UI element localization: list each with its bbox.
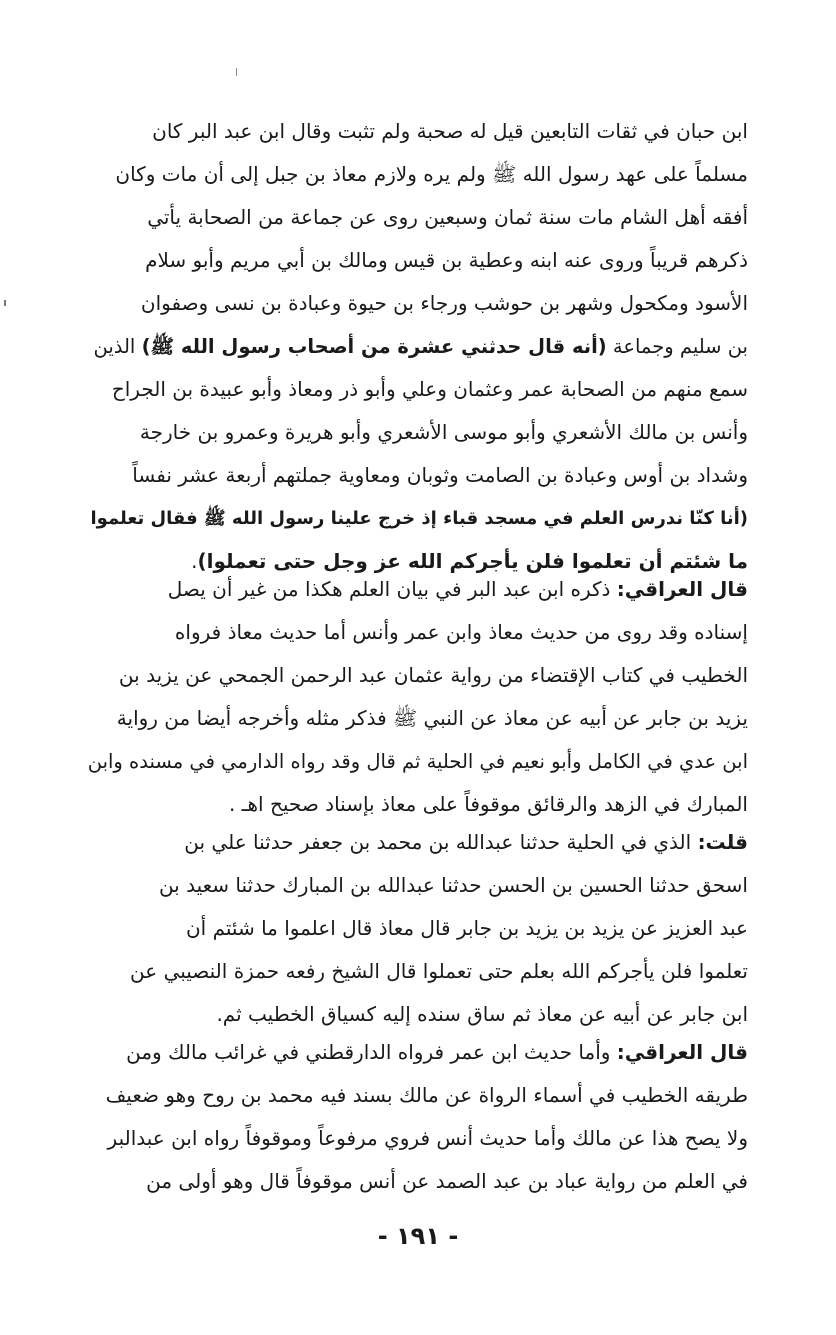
text-run: بن سليم وجماعة <box>606 335 748 358</box>
text-run: ذكرهم قريباً وروى عنه ابنه وعطية بن قيس ومالك بن أبي مريم وأبو سلام <box>145 248 748 272</box>
text-run: أفقه أهل الشام مات سنة ثمان وسبعين روى عن جماعة من الصحابة يأتي <box>147 205 748 229</box>
text-line: طريقه الخطيب في أسماء الرواة عن مالك بسند فيه محمد بن روح وهو ضعيف <box>105 1083 748 1107</box>
paragraph-4 <box>88 1031 748 1203</box>
text-line: اسحق حدثنا الحسين بن الحسن حدثنا عبدالله بن المبارك حدثنا سعيد بن <box>158 873 748 897</box>
text-line <box>88 454 748 497</box>
text-line <box>88 497 748 540</box>
text-line <box>88 411 748 454</box>
paragraph-1 <box>88 110 748 583</box>
text-line: الخطيب في كتاب الإقتضاء من رواية عثمان عبد الرحمن الجمحي عن يزيد بن <box>118 663 748 687</box>
speaker-label: قال العراقي: <box>616 577 748 601</box>
text-line <box>88 196 748 239</box>
text-run: وأنس بن مالك الأشعري وأبو موسى الأشعري وأبو هريرة وعمرو بن خارجة <box>139 420 748 444</box>
page-number: - ١٩١ - <box>377 1222 459 1250</box>
text-line: ابن جابر عن أبيه عن معاذ ثم ساق سنده إليه كسياق الخطيب ثم. <box>216 1002 748 1026</box>
text-line: يزيد بن جابر عن أبيه عن معاذ عن النبي ﷺ فذكر مثله وأخرجه أيضا من رواية <box>116 706 748 730</box>
text-run: سمع منهم من الصحابة عمر وعثمان وعلي وأبو ذر ومعاذ وأبو عبيدة بن الجراح <box>111 377 748 401</box>
text-run: وأما حديث ابن عمر فرواه الدارقطني في غرائب مالك ومن <box>126 1040 617 1064</box>
speaker-label: قلت: <box>697 830 748 854</box>
text-line: المبارك في الزهد والرقائق موقوفاً على معاذ بإسناد صحيح اهـ . <box>228 792 748 816</box>
hadith-quote: (أنه قال حدثني عشرة من أصحاب رسول الله ﷺ) <box>141 335 607 358</box>
paragraph-2 <box>88 568 748 826</box>
text-run: ذكره ابن عبد البر في بيان العلم هكذا من غير أن يصل <box>167 577 617 601</box>
hadith-quote: (أنا كنّا ندرس العلم في مسجد قباء إذ خرج علينا رسول الله ﷺ فقال تعلموا <box>90 508 748 529</box>
text-line <box>88 368 748 411</box>
text-line: عبد العزيز عن يزيد بن يزيد بن جابر قال معاذ قال اعلموا ما شئتم أن <box>185 916 748 940</box>
text-line <box>88 282 748 325</box>
text-line <box>88 239 748 282</box>
text-run: ابن حبان في ثقات التابعين قيل له صحبة ولم تثبت وقال ابن عبد البر كان <box>152 119 748 143</box>
text-run: الذي في الحلية حدثنا عبدالله بن محمد بن جعفر حدثنا علي بن <box>184 830 698 854</box>
hadith-quote: ما شئتم أن تعلموا فلن يأجركم الله عز وجل حتى تعملوا) <box>197 549 748 573</box>
text-line <box>88 325 748 368</box>
text-line: ابن عدي في الكامل وأبو نعيم في الحلية ثم قال وقد رواه الدارمي في مسنده وابن <box>87 750 748 773</box>
margin-mark <box>4 300 6 306</box>
speaker-label: قال العراقي: <box>616 1040 748 1064</box>
margin-mark <box>236 68 237 76</box>
text-line: في العلم من رواية عباد بن عبد الصمد عن أنس موقوفاً قال وهو أولى من <box>146 1169 748 1193</box>
text-run: مسلماً على عهد رسول الله ﷺ ولم يره ولازم معاذ بن جبل إلى أن مات وكان <box>115 162 748 186</box>
text-run: الأسود ومكحول وشهر بن حوشب ورجاء بن حيوة وعبادة بن نسى وصفوان <box>140 291 748 315</box>
paragraph-3 <box>88 821 748 1036</box>
text-run: الذين <box>93 335 142 358</box>
text-line: إسناده وقد روى من حديث معاذ وابن عمر وأنس أما حديث معاذ فرواه <box>174 620 748 644</box>
text-line <box>88 110 748 153</box>
text-line <box>88 821 748 864</box>
text-line: تعلموا فلن يأجركم الله بعلم حتى تعملوا قال الشيخ رفعه حمزة النصيبي عن <box>130 959 748 983</box>
text-line <box>88 1031 748 1074</box>
text-run: . <box>191 549 198 573</box>
text-line <box>88 153 748 196</box>
text-run: وشداد بن أوس وعبادة بن الصامت وثوبان ومعاوية جملتهم أربعة عشر نفساً <box>132 463 748 487</box>
text-line <box>88 568 748 611</box>
text-line: ولا يصح هذا عن مالك وأما حديث أنس فروي مرفوعاً وموقوفاً رواه ابن عبدالبر <box>107 1126 748 1150</box>
